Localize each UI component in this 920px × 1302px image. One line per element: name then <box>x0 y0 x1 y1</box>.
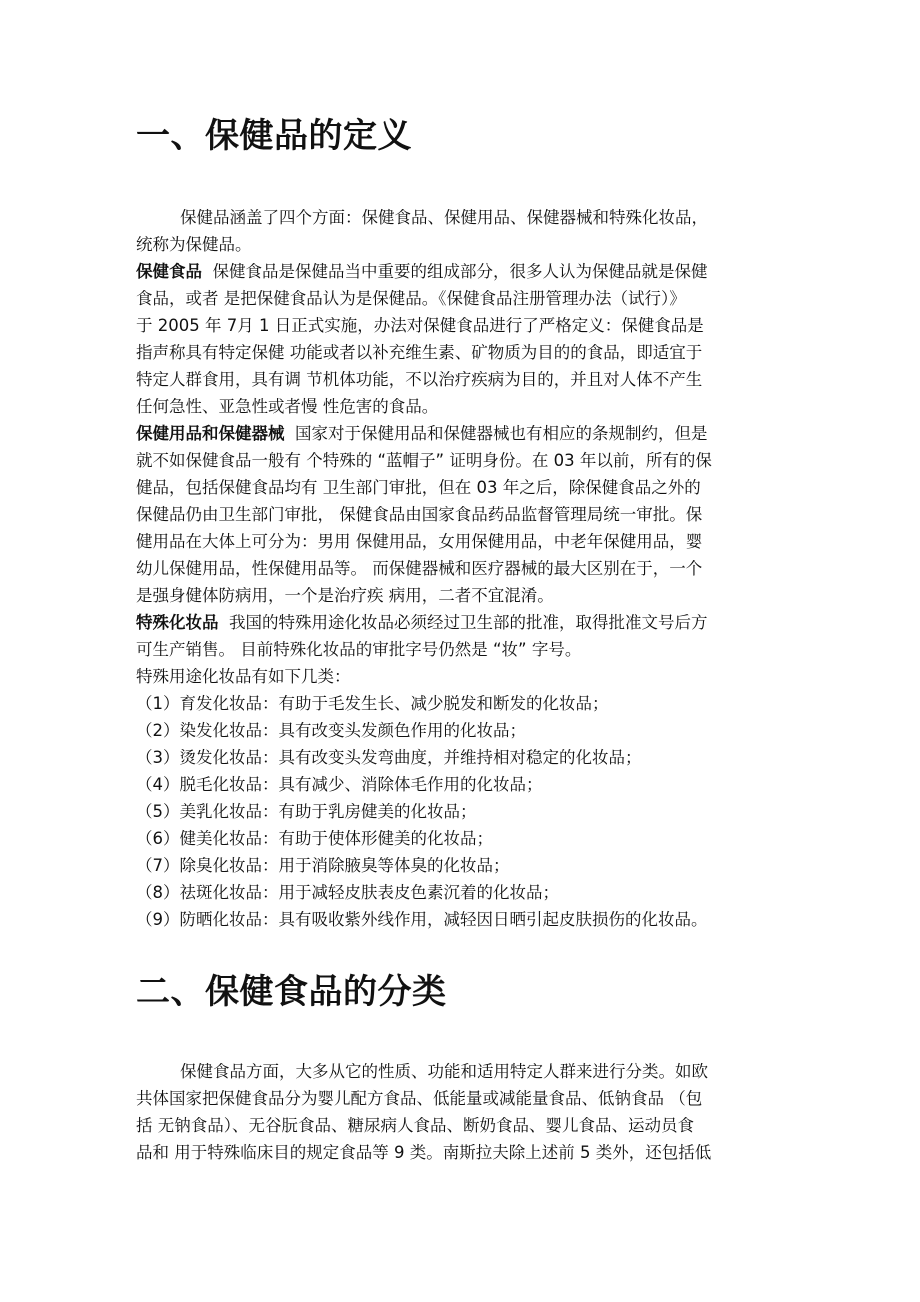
devices-paragraph-line: 健品，包括保健食品均有 卫生部门审批，但在 03 年之后，除保健食品之外的 <box>136 478 701 497</box>
intro-line-1: 保健品涵盖了四个方面：保健食品、保健用品、保健器械和特殊化妆品， <box>180 208 708 227</box>
section-1-heading: 一、保健品的定义 <box>136 116 412 156</box>
list-item: （1）育发化妆品：有助于毛发生长、减少脱发和断发的化妆品； <box>136 694 609 713</box>
cosmetics-text-1: 我国的特殊用途化妆品必须经过卫生部的批准，取得批准文号后方 <box>229 613 708 632</box>
devices-paragraph-line: 就不如保健食品一般有 个特殊的 “蓝帽子” 证明身份。在 03 年以前，所有的保 <box>136 451 712 470</box>
section-1-body <box>136 204 792 933</box>
section-2-heading: 二、保健食品的分类 <box>136 972 447 1012</box>
food-paragraph-line: 任何急性、亚急性或者慢 性危害的食品。 <box>136 397 439 416</box>
food-paragraph-line: 食品，或者 是把保健食品认为是保健品。《保健食品注册管理办法（试行）》 <box>136 289 686 308</box>
list-title: 特殊用途化妆品有如下几类： <box>136 667 351 686</box>
food-paragraph-line: 于 2005 年 7月 1 日正式实施，办法对保健食品进行了严格定义：保健食品是 <box>136 316 704 335</box>
intro-line-2: 统称为保健品。 <box>136 235 252 254</box>
food-paragraph-line: 特定人群食用，具有调 节机体功能，不以治疗疾病为目的，并且对人体不产生 <box>136 370 703 389</box>
section-2-body <box>136 1058 792 1166</box>
cosmetics-paragraph-line-1 <box>136 609 792 636</box>
list-item: （3）烫发化妆品：具有改变头发弯曲度，并维持相对稳定的化妆品； <box>136 748 642 767</box>
term-health-products-devices: 保健用品和保健器械 <box>136 424 285 443</box>
list-item: （8）祛斑化妆品：用于减轻皮肤表皮色素沉着的化妆品； <box>136 883 559 902</box>
list-item: （7）除臭化妆品：用于消除腋臭等体臭的化妆品； <box>136 856 510 875</box>
devices-paragraph-line: 保健品仍由卫生部门审批， 保健食品由国家食品药品监督管理局统一审批。保 <box>136 505 703 524</box>
list-item: （2）染发化妆品：具有改变头发颜色作用的化妆品； <box>136 721 526 740</box>
classification-line: 品和 用于特殊临床目的规定食品等 9 类。南斯拉夫除上述前 5 类外，还包括低 <box>136 1143 712 1162</box>
food-paragraph-line-1 <box>136 258 792 285</box>
term-health-food: 保健食品 <box>136 262 202 281</box>
devices-text-1: 国家对于保健用品和保健器械也有相应的条规制约，但是 <box>295 424 708 443</box>
list-item: （6）健美化妆品：有助于使体形健美的化妆品； <box>136 829 493 848</box>
devices-paragraph-line: 幼儿保健用品，性保健用品等。 而保健器械和医疗器械的最大区别在于，一个 <box>136 559 703 578</box>
term-special-cosmetics: 特殊化妆品 <box>136 613 219 632</box>
devices-paragraph-line-1 <box>136 420 792 447</box>
devices-paragraph-line: 健用品在大体上可分为：男用 保健用品，女用保健用品，中老年保健用品，婴 <box>136 532 703 551</box>
list-item: （9）防晒化妆品：具有吸收紫外线作用，减轻因日晒引起皮肤损伤的化妆品。 <box>136 910 708 929</box>
food-paragraph-line: 指声称具有特定保健 功能或者以补充维生素、矿物质为目的的食品，即适宜于 <box>136 343 703 362</box>
food-text-1: 保健食品是保健品当中重要的组成部分，很多人认为保健品就是保健 <box>212 262 708 281</box>
cosmetics-paragraph-line: 可生产销售。 目前特殊化妆品的审批字号仍然是 “妆” 字号。 <box>136 640 582 659</box>
devices-paragraph-line: 是强身健体防病用，一个是治疗疾 病用，二者不宜混淆。 <box>136 586 554 605</box>
classification-line: 保健食品方面，大多从它的性质、功能和适用特定人群来进行分类。如欧 <box>180 1062 708 1081</box>
list-item: （4）脱毛化妆品：具有减少、消除体毛作用的化妆品； <box>136 775 543 794</box>
list-item: （5）美乳化妆品：有助于乳房健美的化妆品； <box>136 802 477 821</box>
classification-line: 共体国家把保健食品分为婴儿配方食品、低能量或减能量食品、低钠食品 （包 <box>136 1089 703 1108</box>
classification-line: 括 无钠食品）、无谷朊食品、糖尿病人食品、断奶食品、婴儿食品、运动员食 <box>136 1116 694 1135</box>
